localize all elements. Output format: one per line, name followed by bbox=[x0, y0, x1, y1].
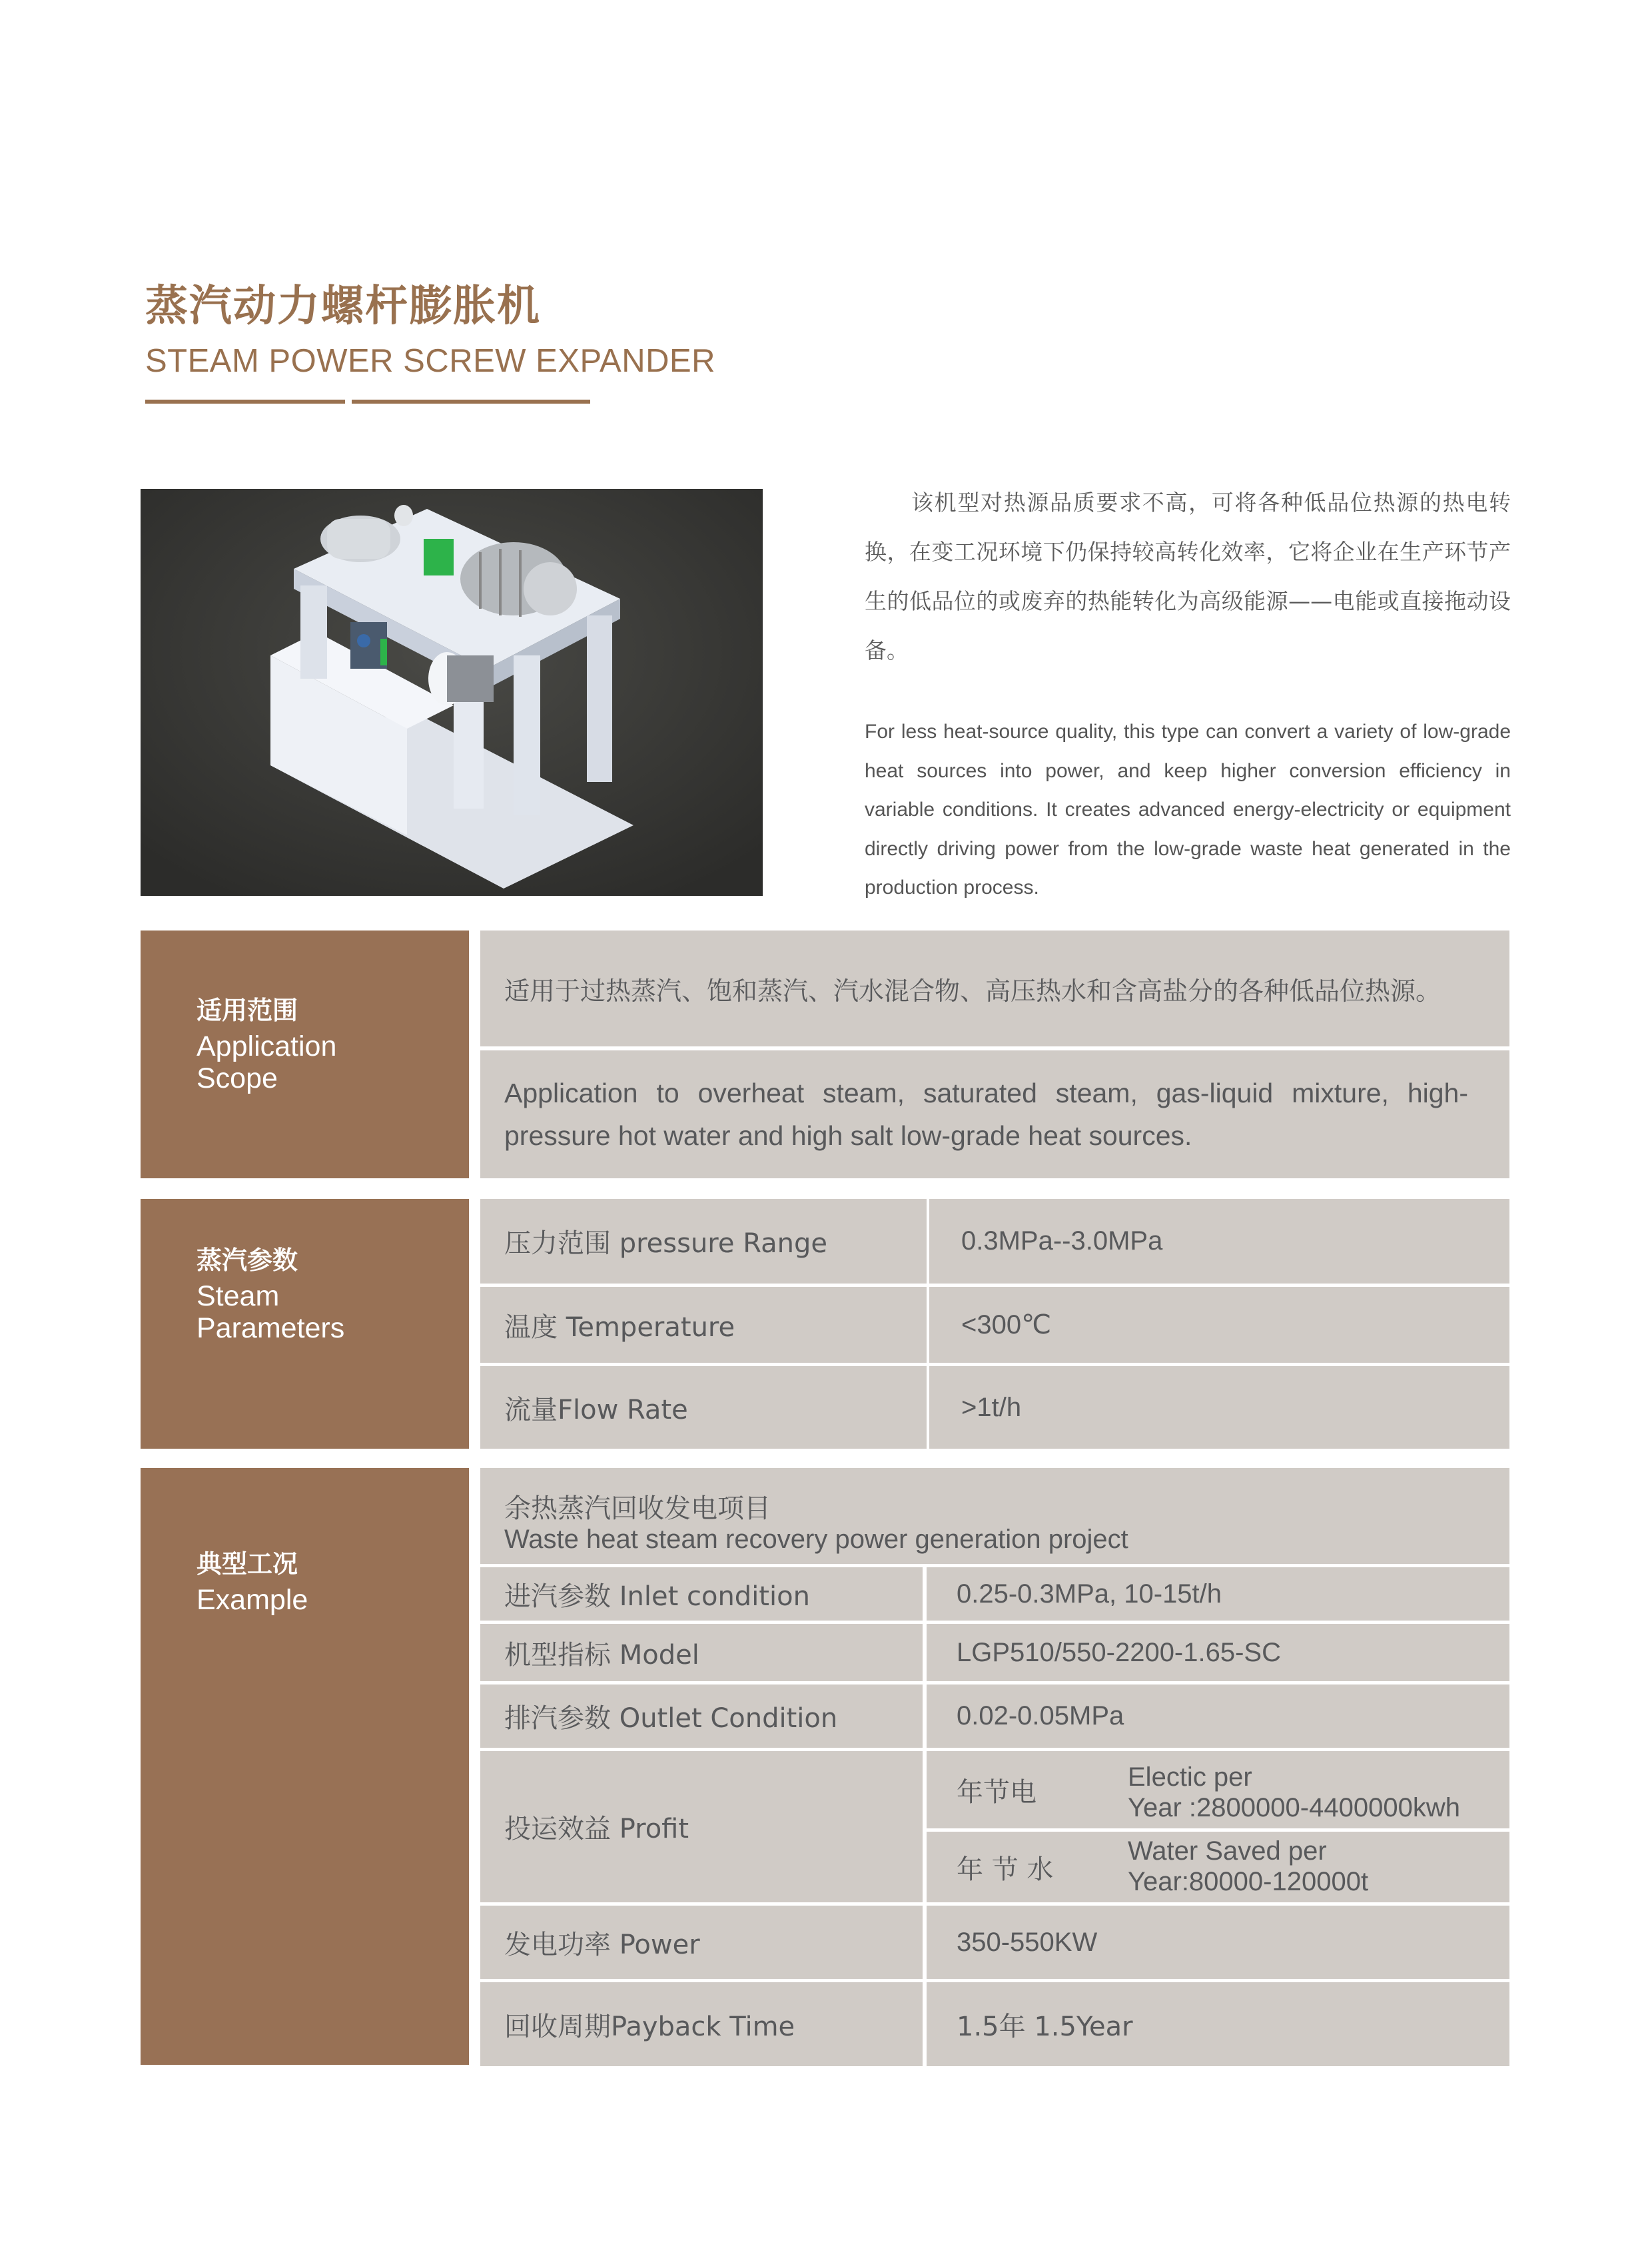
power-value: 350-550KW bbox=[957, 1927, 1098, 1957]
payback-time-value: 1.5年 1.5Year bbox=[957, 2011, 1133, 2042]
section-application-scope-label bbox=[141, 931, 469, 1178]
flow-rate-value: >1t/h bbox=[961, 1392, 1022, 1422]
steam-row-pressure-value bbox=[929, 1199, 1509, 1284]
example-power-value-cell bbox=[927, 1906, 1509, 1979]
payback-time-label: 回收周期Payback Time bbox=[504, 2011, 795, 2042]
steam-row-flow-label bbox=[480, 1366, 927, 1449]
pressure-range-label: 压力范围 pressure Range bbox=[504, 1228, 827, 1259]
power-label: 发电功率 Power bbox=[504, 1929, 700, 1960]
flow-rate-label: 流量Flow Rate bbox=[504, 1394, 688, 1425]
profit-electricity-en-1: Electic per bbox=[1128, 1762, 1252, 1792]
inlet-condition-value: 0.25-0.3MPa, 10-15t/h bbox=[957, 1579, 1222, 1609]
example-label-cn: 典型工况 bbox=[197, 1549, 298, 1579]
inlet-condition-label: 进汽参数 Inlet condition bbox=[504, 1581, 810, 1612]
profit-electricity-cell bbox=[927, 1751, 1509, 1828]
temperature-value: <300℃ bbox=[961, 1310, 1052, 1339]
page-title-en: STEAM POWER SCREW EXPANDER bbox=[145, 343, 716, 379]
outlet-condition-label: 排汽参数 Outlet Condition bbox=[504, 1703, 838, 1734]
temperature-label: 温度 Temperature bbox=[504, 1311, 735, 1343]
model-value: LGP510/550-2200-1.65-SC bbox=[957, 1637, 1281, 1667]
product-photo bbox=[141, 489, 763, 896]
steam-row-temperature-label bbox=[480, 1287, 927, 1363]
intro-text-cn: 该机型对热源品质要求不高，可将各种低品位热源的热电转换，在变工况环境下仍保持较高转化效率，它将企业在生产环节产生的低品位的或废弃的热能转化为高级能源——电能或直接拖动设备。 bbox=[865, 490, 1511, 663]
model-label: 机型指标 Model bbox=[504, 1639, 699, 1671]
steam-parameters-label-cn: 蒸汽参数 bbox=[197, 1246, 298, 1275]
title-underline-left bbox=[145, 400, 345, 404]
application-scope-en-cell bbox=[480, 1050, 1509, 1178]
example-outlet-value-cell bbox=[927, 1684, 1509, 1748]
profit-water-en-2: Year:80000-120000t bbox=[1128, 1867, 1369, 1896]
example-payback-label-cell bbox=[480, 1982, 923, 2066]
page-title-cn: 蒸汽动力螺杆膨胀机 bbox=[145, 282, 541, 331]
project-title-cn: 余热蒸汽回收发电项目 bbox=[504, 1493, 771, 1524]
title-underline-right bbox=[352, 400, 590, 404]
example-model-label-cell bbox=[480, 1624, 923, 1681]
outlet-condition-value: 0.02-0.05MPa bbox=[957, 1701, 1124, 1730]
application-scope-text-cn: 适用于过热蒸汽、饱和蒸汽、汽水混合物、高压热水和含高盐分的各种低品位热源。 bbox=[504, 976, 1442, 1006]
application-scope-label-en-1: Application bbox=[197, 1030, 337, 1062]
application-scope-label-en-2: Scope bbox=[197, 1062, 278, 1094]
example-project-cell bbox=[480, 1468, 1509, 1564]
profit-electricity-cn: 年节电 bbox=[957, 1776, 1036, 1808]
pressure-range-value: 0.3MPa--3.0MPa bbox=[961, 1226, 1163, 1256]
steam-parameters-label-en-1: Steam bbox=[197, 1280, 280, 1312]
application-scope-label-cn: 适用范围 bbox=[197, 996, 298, 1025]
section-steam-parameters-label bbox=[141, 1199, 469, 1449]
intro-paragraph-en: For less heat-source quality, this type can convert a variety of low-grade heat sources into power, and keep higher conversion efficiency in variable conditions. It creates advanced energy-electricity or equipment directly driving power from the low-grade waste heat generated in the production process. bbox=[865, 721, 1511, 899]
profit-water-cell bbox=[927, 1832, 1509, 1902]
example-profit-label-cell bbox=[480, 1751, 923, 1902]
profit-water-en-1: Water Saved per bbox=[1128, 1836, 1327, 1866]
example-outlet-label-cell bbox=[480, 1684, 923, 1748]
screw-expander-render-icon bbox=[141, 489, 763, 896]
steam-parameters-label-en-2: Parameters bbox=[197, 1312, 345, 1344]
example-inlet-value-cell bbox=[927, 1567, 1509, 1621]
application-scope-text-en: Application to overheat steam, saturated steam, gas-liquid mixture, high-pressure hot water and high salt low-grade heat sources. bbox=[504, 1078, 1468, 1151]
steam-row-temperature-value bbox=[929, 1287, 1509, 1363]
profit-water-cn: 年 节 水 bbox=[957, 1854, 1054, 1885]
application-scope-cn-cell bbox=[480, 931, 1509, 1046]
example-inlet-label-cell bbox=[480, 1567, 923, 1621]
steam-row-pressure-label bbox=[480, 1199, 927, 1284]
example-label-en: Example bbox=[197, 1584, 308, 1616]
project-title-en: Waste heat steam recovery power generation project bbox=[504, 1525, 1128, 1554]
example-power-label-cell bbox=[480, 1906, 923, 1979]
section-example-label bbox=[141, 1468, 469, 2065]
example-model-value-cell bbox=[927, 1624, 1509, 1681]
profit-electricity-en-2: Year :2800000-4400000kwh bbox=[1128, 1793, 1460, 1822]
example-payback-value-cell bbox=[927, 1982, 1509, 2066]
steam-row-flow-value bbox=[929, 1366, 1509, 1449]
profit-label: 投运效益 Profit bbox=[504, 1814, 689, 1844]
intro-paragraph-cn bbox=[865, 478, 1511, 675]
